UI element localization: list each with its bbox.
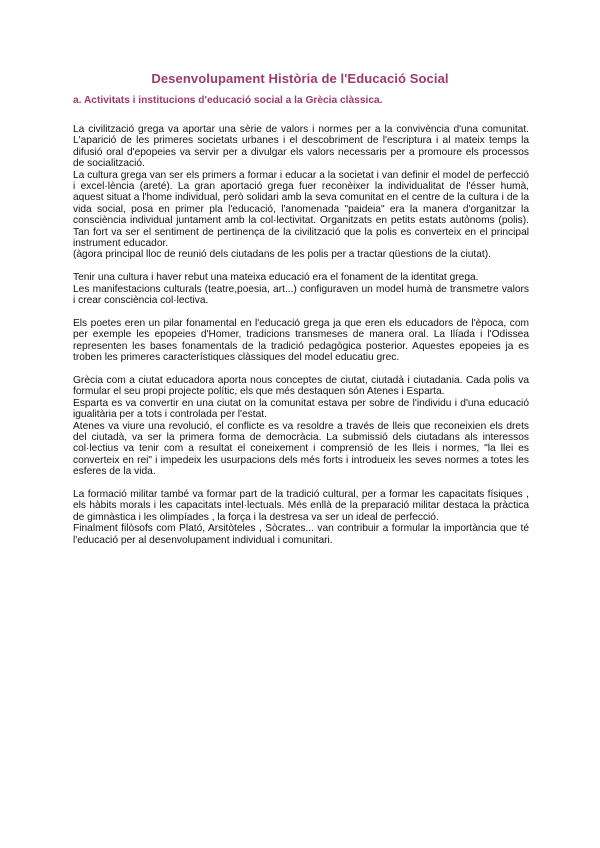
paragraph-spacer [73,261,529,272]
body-paragraph: (àgora principal lloc de reunió dels ciutadans de les polis per a tractar qüestions de la ciutat). [73,249,491,261]
body-paragraph: Tenir una cultura i haver rebut una mateixa educació era el fonament de la identitat grega. [73,272,479,284]
body-paragraph: La cultura grega van ser els primers a formar i educar a la societat i van definir el model de perfecció i excel·lència (areté). La gran aportació grega fuer reconèixer la individualitat de l'ésser humà, aquest situat a l'home individual, però solidari amb la seva comunitat en el centre de la cultura i de la vida social, posa en primer pla l'educació, l'anomenada "paideia" era la manera d'organitzar la consciència individual juntament amb la col·lectivitat. Organitzats en petits estats autònoms (polis). Tan fort va ser el sentiment de pertinença de la civilització que la polis es converteix en el principal instrument educador. [73,169,529,250]
document-body [73,124,529,546]
body-paragraph: La formació militar també va formar part de la tradició cultural, per a formar les capacitats físiques , els hàbits morals i les capacitats intel·lectuals. Més enllà de la preparació militar destaca la pràctica de gimnàstica i les olimpíades , la força i la destresa va ser un ideal de perfecció. [73,488,529,523]
body-paragraph: Atenes va viure una revolució, el conflicte es va resoldre a través de lleis que reconeixien els drets del ciutadà, va ser la primera forma de democràcia. La submissió dels ciutadans als interessos col·lectius va tenir com a resultat el coneixement i comprensió de les lleis i normes, "la llei es converteix en rei" i impedeix les usurpacions dels més forts i introdueix les seves normes a totes les esferes de la vida. [73,420,529,478]
body-paragraph: Les manifestacions culturals (teatre,poesia, art...) configuraven un model humà de transmetre valors i crear consciència col·lectiva. [73,283,529,307]
body-paragraph: Els poetes eren un pilar fonamental en l'educació grega ja que eren els educadors de l'època, com per exemple les epopeies d'Homer, tradicions transmeses de manera oral. La Ilíada i l'Odissea representen les bases fonamentals de la tradició pedagògica posterior. Aquestes epopeies ja es troben les primeres característiques clàssiques del model educatiu grec. [73,317,529,364]
section-heading: a. Activitats i institucions d'educació social a la Grècia clàssica. [73,95,383,106]
body-paragraph: Finalment filòsofs com Plató, Arsitòteles , Sòcrates... van contribuir a formular la importància que té l'educació per al desenvolupament individual i comunitari. [73,523,529,546]
page-title: Desenvolupament Història de l'Educació Social [151,71,449,86]
body-paragraph: Grècia com a ciutat educadora aporta nous conceptes de ciutat, ciutadà i ciutadania. Cada polis va formular el seu propi projecte polític, els que més destaquen són Atenes i Esparta. [73,374,529,398]
body-paragraph: La civilització grega va aportar una sèrie de valors i normes per a la convivència d'una comunitat. L'aparició de les primeres societats urbanes i el descobriment de l'escriptura i al mateix temps la difusió oral d'epopeies va servir per a divulgar els valors necessaris per a promoure els processos de socialització. [73,124,529,170]
paragraph-spacer [73,306,529,317]
paragraph-spacer [73,364,529,375]
body-paragraph: Esparta es va convertir en una ciutat on la comunitat estava per sobre de l'individu i d'una educació igualitària per a tots i controlada per l'estat. [73,397,529,421]
paragraph-spacer [73,478,529,489]
